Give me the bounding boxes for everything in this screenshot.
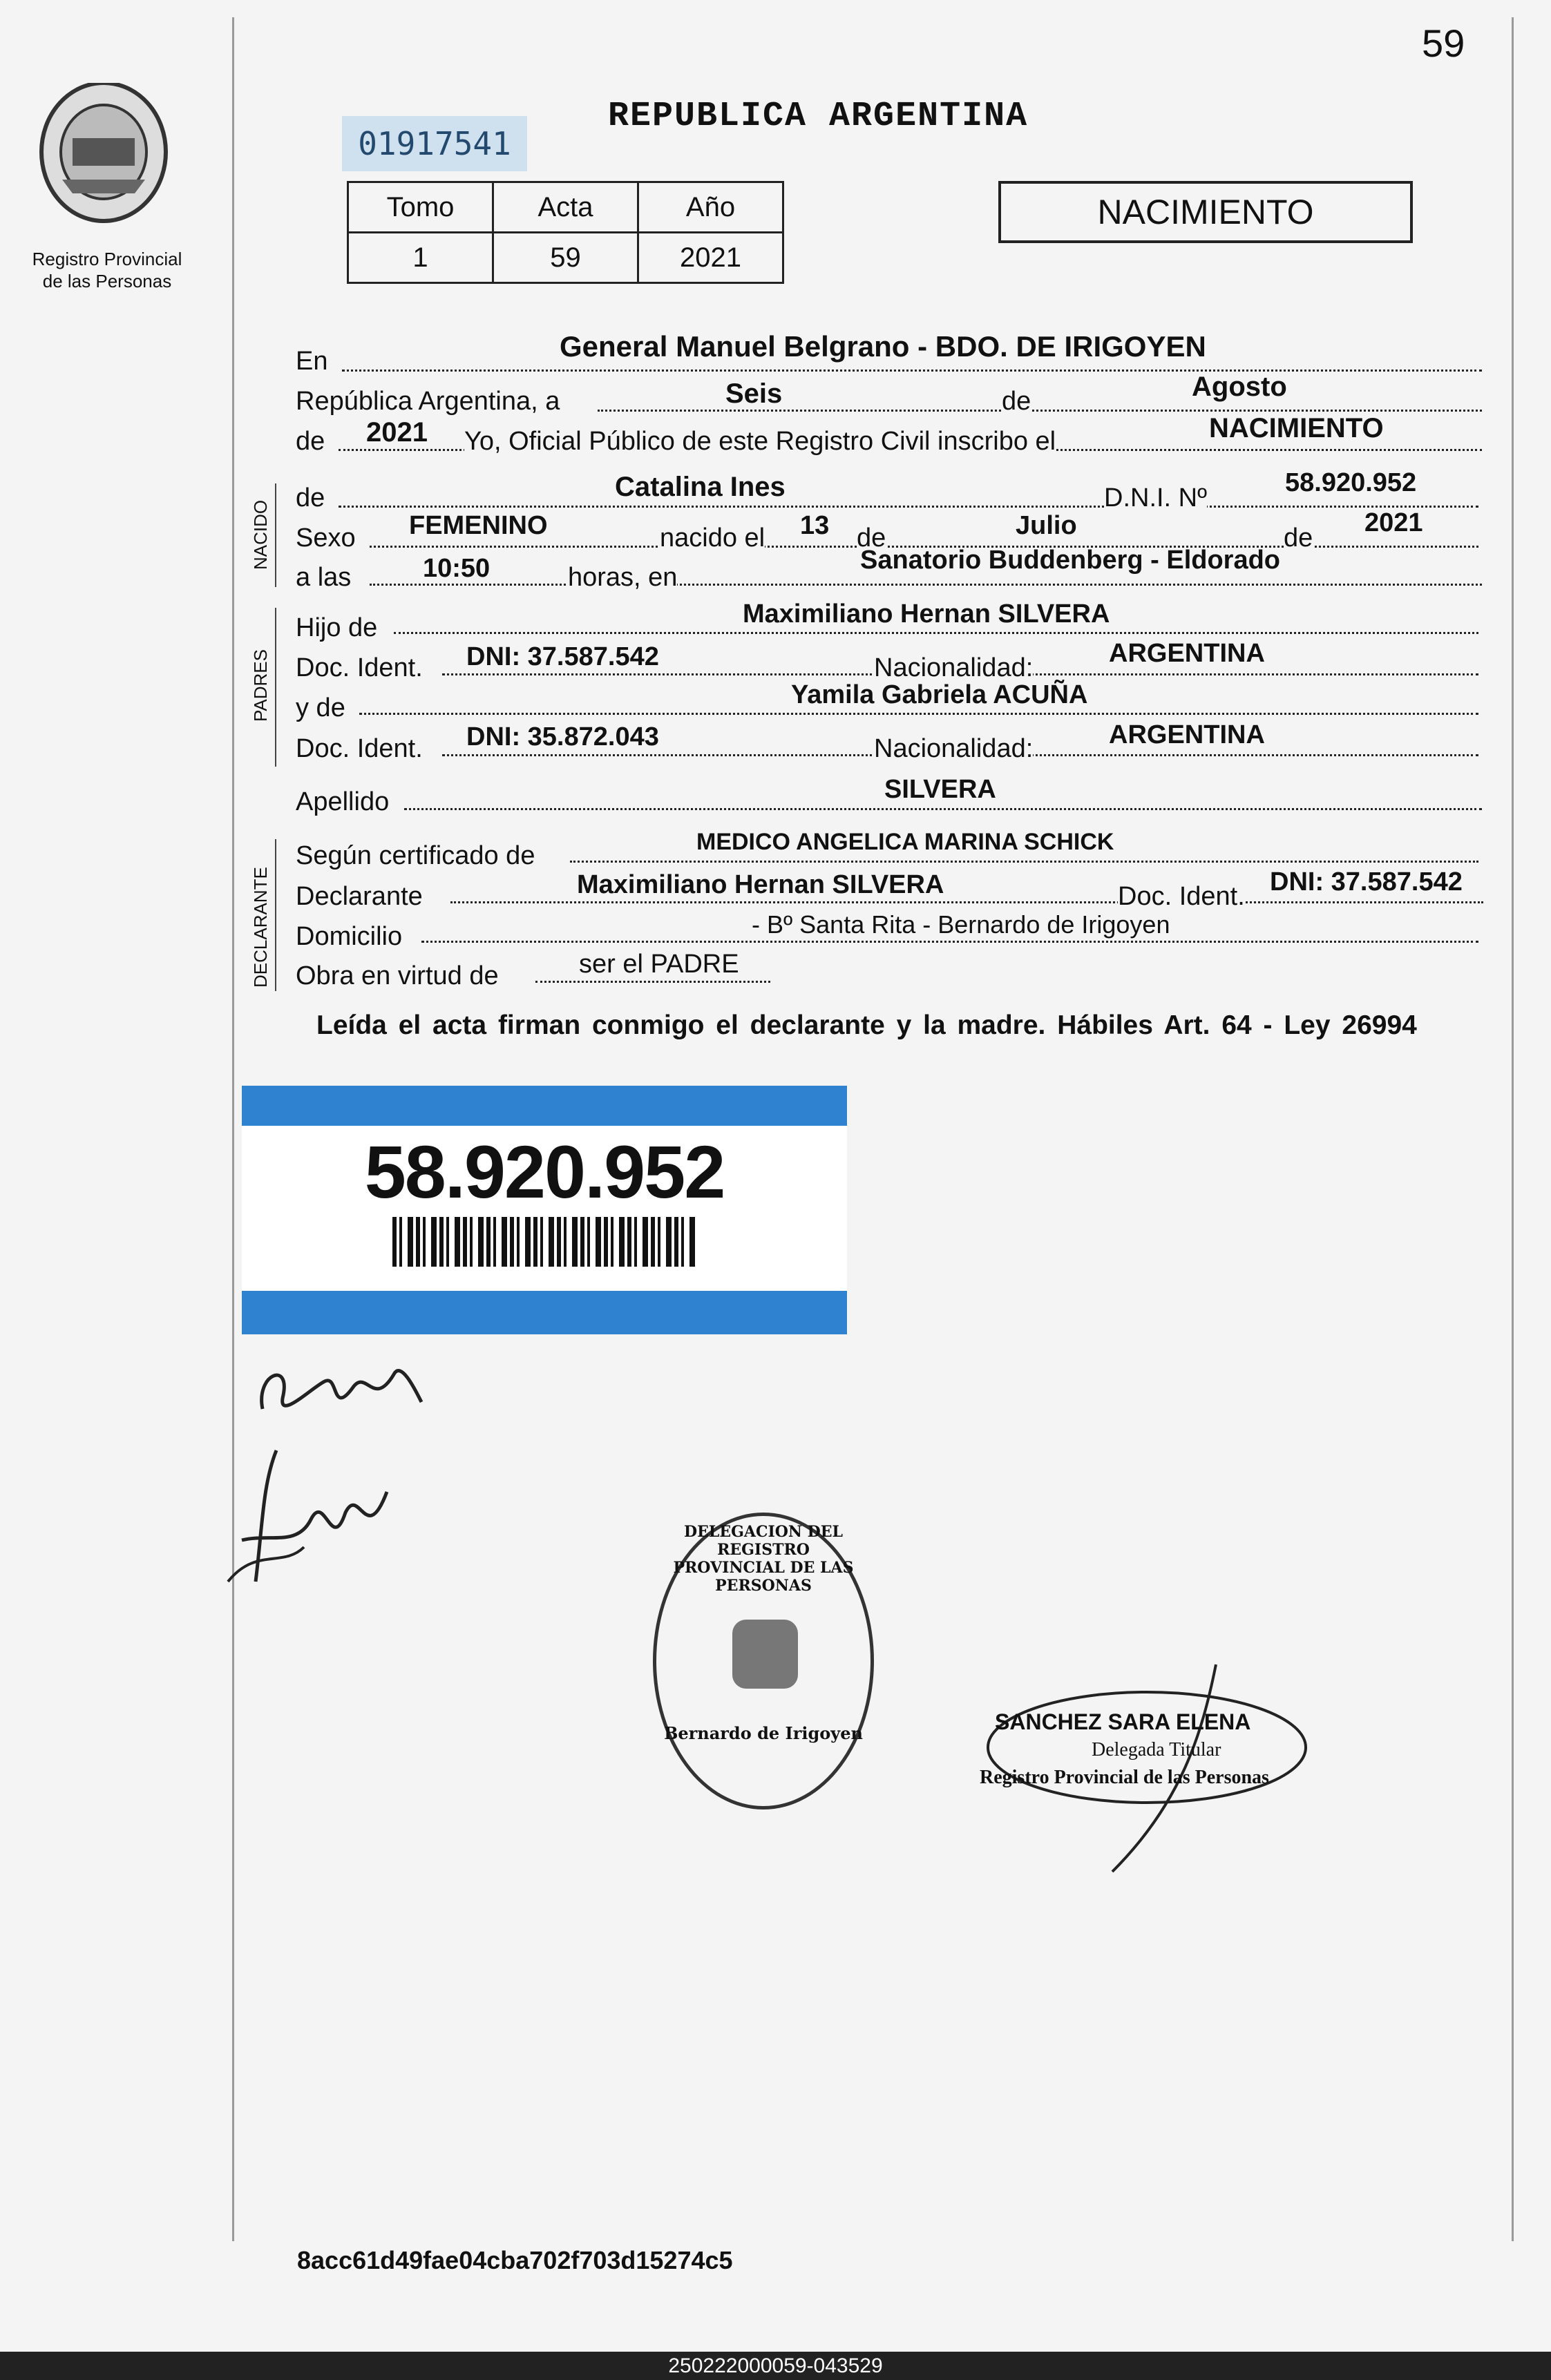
dots-9	[359, 713, 1478, 715]
certificate-issuer: MEDICO ANGELICA MARINA SCHICK	[696, 829, 1114, 855]
closing-text: Leída el acta firman conmigo el declarante y la madre. Hábiles Art. 64 - Ley 26994	[316, 1010, 1417, 1040]
acta-header: Acta	[493, 182, 638, 233]
year-value: 2021	[366, 417, 428, 448]
birth-month: Julio	[1016, 511, 1077, 540]
inscribo-value: NACIMIENTO	[1209, 413, 1384, 443]
declarante-divider	[275, 839, 276, 991]
section-padres: PADRES	[250, 649, 271, 722]
month-value: Agosto	[1192, 372, 1287, 402]
stamp-text: DELEGACION DEL REGISTRO PROVINCIAL DE LAS PERSONAS	[673, 1523, 854, 1595]
dots-14	[421, 941, 1478, 943]
dots-1	[342, 370, 1482, 372]
document-title: REPUBLICA ARGENTINA	[608, 97, 1029, 136]
nacionalidad-label-1: Nacionalidad:	[874, 653, 1034, 682]
mother-doc: DNI: 35.872.043	[466, 722, 659, 751]
surname: SILVERA	[884, 775, 996, 804]
dots-15	[535, 981, 770, 983]
dni-band-top	[242, 1086, 847, 1126]
a-las-label: a las	[296, 563, 352, 592]
father-nationality: ARGENTINA	[1109, 639, 1265, 668]
birth-time: 10:50	[423, 554, 491, 583]
footer-bar	[0, 2352, 1551, 2380]
child-name: Catalina Ines	[615, 472, 786, 502]
dots-12	[570, 861, 1478, 863]
seal-caption-2: de las Personas	[42, 271, 172, 291]
dots-6	[370, 584, 1482, 586]
footer-code: 250222000059-043529	[668, 2354, 883, 2377]
dots-13	[450, 901, 1483, 903]
child-dni: 58.920.952	[1285, 468, 1417, 497]
left-margin-line	[232, 17, 234, 2241]
section-declarante: DECLARANTE	[250, 867, 271, 988]
declarante-label: Declarante	[296, 882, 423, 911]
stamp-inner-text: Bernardo de Irigoyen	[664, 1723, 863, 1743]
dni-band	[242, 1086, 847, 1334]
hijo-de-label: Hijo de	[296, 613, 378, 642]
serial-number: 01917541	[342, 116, 527, 171]
official-role: Delegada Titular	[1092, 1739, 1221, 1760]
nacido-el-label: nacido el	[660, 524, 765, 553]
misiones-seal-icon	[31, 83, 176, 249]
father-name: Maximiliano Hernan SILVERA	[743, 599, 1110, 628]
seal-caption-1: Registro Provincial	[32, 249, 182, 269]
oficial-text: Yo, Oficial Público de este Registro Civil inscribo el	[464, 427, 1056, 456]
domicilio-label: Domicilio	[296, 922, 403, 951]
republica-label: República Argentina, a	[296, 387, 560, 416]
father-doc: DNI: 37.587.542	[466, 642, 659, 671]
official-org: Registro Provincial de las Personas	[980, 1767, 1269, 1788]
declarante-doc-label: Doc. Ident.	[1118, 882, 1245, 911]
province-seal	[31, 83, 176, 252]
day-value: Seis	[725, 378, 783, 409]
anio-header: Año	[638, 182, 783, 233]
dni-band-bottom	[242, 1291, 847, 1334]
obra-label: Obra en virtud de	[296, 961, 499, 990]
barcode	[392, 1217, 696, 1267]
dni-number: 58.920.952	[364, 1130, 725, 1213]
dots-4	[339, 506, 1478, 508]
certificado-label: Según certificado de	[296, 841, 535, 870]
stamp-emblem	[732, 1620, 798, 1689]
declarant-name: Maximiliano Hernan SILVERA	[577, 870, 944, 899]
nacionalidad-label-2: Nacionalidad:	[874, 734, 1034, 763]
nacido-divider	[275, 483, 276, 587]
acta-value: 59	[493, 233, 638, 283]
declarant-doc: DNI: 37.587.542	[1270, 867, 1463, 896]
y-de-label: y de	[296, 693, 345, 722]
dots-2	[598, 410, 1482, 412]
apellido-label: Apellido	[296, 787, 390, 816]
de-label-2: de	[296, 427, 325, 456]
horas-en-label: horas, en	[568, 563, 678, 592]
anio-value: 2021	[638, 233, 783, 283]
sexo-value: FEMENINO	[409, 511, 548, 540]
signature-declarant-icon	[214, 1443, 408, 1595]
de-label-4: de	[857, 524, 886, 553]
section-nacido: NACIDO	[250, 499, 271, 570]
dots-7	[394, 632, 1478, 634]
doc-ident-label-1: Doc. Ident.	[296, 653, 423, 682]
official-name: SANCHEZ SARA ELENA	[995, 1709, 1251, 1734]
tomo-header: Tomo	[348, 182, 493, 233]
right-margin-line	[1512, 17, 1514, 2241]
signature-mother-icon	[249, 1347, 428, 1443]
act-type-box: NACIMIENTO	[998, 181, 1413, 243]
birth-day: 13	[800, 511, 830, 540]
birth-year: 2021	[1364, 508, 1423, 537]
padres-divider	[275, 608, 276, 767]
registry-table	[347, 181, 784, 284]
obra-value: ser el PADRE	[579, 950, 739, 979]
registry-stamp	[653, 1513, 874, 1810]
birth-place: Sanatorio Buddenberg - Eldorado	[860, 546, 1281, 575]
de-label-3: de	[296, 483, 325, 512]
de-label-5: de	[1284, 524, 1313, 553]
lugar-inscripcion: General Manuel Belgrano - BDO. DE IRIGOYEN	[560, 330, 1206, 363]
mother-nationality: ARGENTINA	[1109, 720, 1265, 749]
dots-11	[404, 808, 1482, 810]
tomo-value: 1	[348, 233, 493, 283]
address: - Bº Santa Rita - Bernardo de Irigoyen	[752, 910, 1170, 939]
official-signature-icon	[974, 1651, 1320, 1879]
doc-ident-label-2: Doc. Ident.	[296, 734, 423, 763]
document-hash: 8acc61d49fae04cba702f703d15274c5	[297, 2246, 733, 2274]
de-label-1: de	[1002, 387, 1031, 416]
en-label: En	[296, 347, 328, 376]
mother-name: Yamila Gabriela ACUÑA	[791, 680, 1088, 709]
sexo-label: Sexo	[296, 524, 356, 553]
dni-label: D.N.I. Nº	[1104, 483, 1207, 512]
page-number: 59	[1422, 21, 1465, 65]
